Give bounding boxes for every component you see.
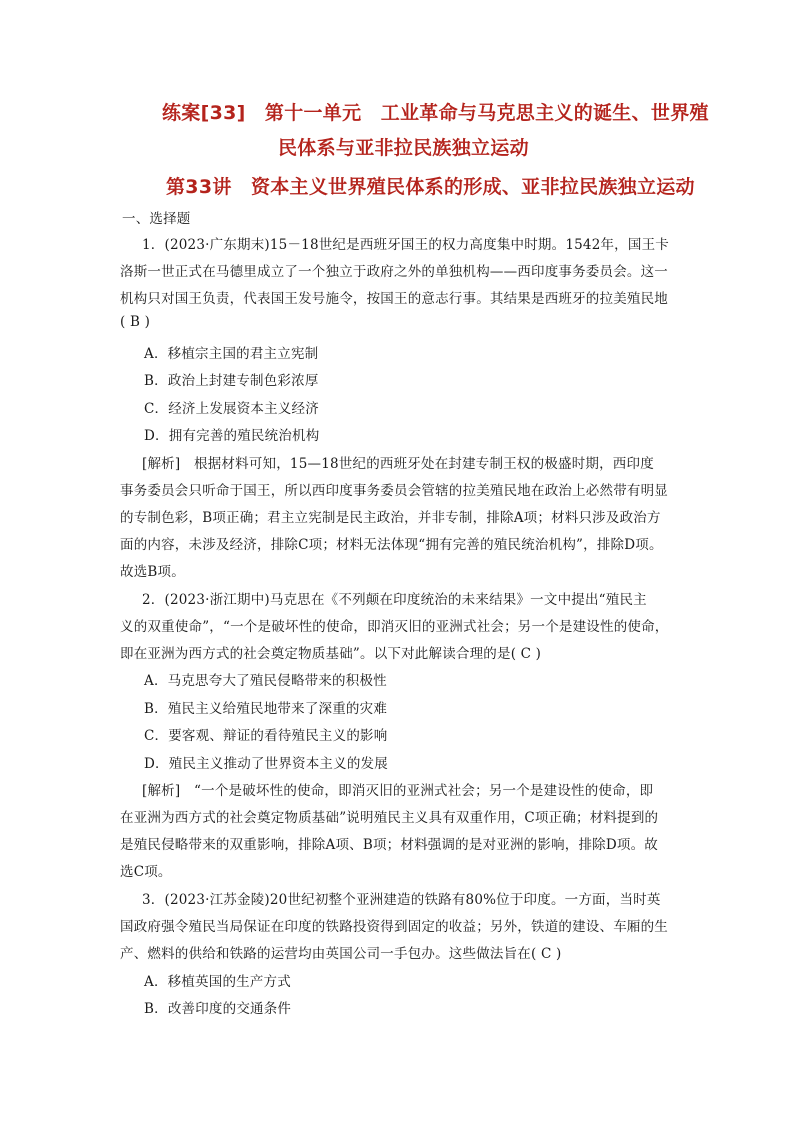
question-1-analysis: 事务委员会只听命于国王，所以西印度事务委员会管辖的拉美殖民地在政治上必然带有明显 — [120, 483, 668, 499]
question-1-option-c: C．经济上发展资本主义经济 — [144, 401, 319, 417]
question-1-option-b: B．政治上封建专制色彩浓厚 — [144, 373, 319, 389]
question-1-option-d: D．拥有完善的殖民统治机构 — [144, 428, 320, 444]
question-3-option-b: B．改善印度的交通条件 — [144, 1001, 292, 1017]
title-line-2: 民体系与亚非拉民族独立运动 — [278, 137, 529, 159]
question-1-line: 机构只对国王负责，代表国王发号施令，按国王的意志行事。其结果是西班牙的拉美殖民地 — [120, 291, 668, 307]
question-1-line: 洛斯一世正式在马德里成立了一个独立于政府之外的单独机构——西印度事务委员会。这一 — [120, 264, 668, 280]
title-line-1: 练案[33] 第十一单元 工业革命与马克思主义的诞生、世界殖 — [162, 102, 709, 124]
question-1-analysis: 面的内容，未涉及经济，排除C项；材料无法体现“拥有完善的殖民统治机构”，排除D项。 — [120, 537, 663, 553]
question-1-option-a: A．移植宗主国的君主立宪制 — [144, 346, 319, 362]
question-1-analysis: 故选B项。 — [120, 564, 185, 580]
question-2-analysis: 选C项。 — [120, 864, 172, 880]
question-2-line: 即在亚洲为西方式的社会奠定物质基础”。以下对此解读合理的是( C ) — [120, 646, 542, 662]
question-2-analysis: [解析] “一个是破坏性的使命，即消灭旧的亚洲式社会；另一个是建设性的使命，即 — [142, 783, 654, 799]
lecture-title: 第33讲 资本主义世界殖民体系的形成、亚非拉民族独立运动 — [166, 176, 695, 198]
question-2-option-c: C．要客观、辩证的看待殖民主义的影响 — [144, 728, 388, 744]
question-2-option-a: A．马克思夸大了殖民侵略带来的积极性 — [144, 673, 387, 689]
question-2-line: 义的双重使命”，“一个是破坏性的使命，即消灭旧的亚洲式社会；另一个是建设性的使命， — [120, 619, 669, 635]
question-3-line: 产、燃料的供给和铁路的运营均由英国公司一手包办。这些做法旨在( C ) — [120, 946, 562, 962]
question-2-analysis: 在亚洲为西方式的社会奠定物质基础”说明殖民主义具有双重作用，C项正确；材料提到的 — [120, 810, 659, 826]
question-2-line: 2．(2023·浙江期中)马克思在《不列颠在印度统治的未来结果》一文中提出“殖民主 — [142, 592, 647, 608]
question-1-analysis: 的专制色彩，B项正确；君主立宪制是民主政治，并非专制，排除A项；材料只涉及政治方 — [120, 510, 661, 526]
section-heading: 一、选择题 — [122, 211, 191, 227]
question-1-answer: ( B ) — [120, 314, 151, 330]
question-2-option-d: D．殖民主义推动了世界资本主义的发展 — [144, 756, 388, 772]
question-3-line: 3．(2023·江苏金陵)20世纪初整个亚洲建造的铁路有80%位于印度。一方面，当时英 — [142, 892, 661, 908]
question-1-line: 1．(2023·广东期末)15－18世纪是西班牙国王的权力高度集中时期。1542年，国王卡 — [142, 237, 669, 253]
question-2-option-b: B．殖民主义给殖民地带来了深重的灾难 — [144, 701, 388, 717]
question-2-analysis: 是殖民侵略带来的双重影响，排除A项、B项；材料强调的是对亚洲的影响，排除D项。故 — [120, 837, 658, 853]
question-3-option-a: A．移植英国的生产方式 — [144, 974, 291, 990]
question-1-analysis: [解析] 根据材料可知，15—18世纪的西班牙处在封建专制王权的极盛时期，西印度 — [142, 456, 654, 472]
question-3-line: 国政府强令殖民当局保证在印度的铁路投资得到固定的收益；另外，铁道的建设、车厢的生 — [120, 919, 668, 935]
